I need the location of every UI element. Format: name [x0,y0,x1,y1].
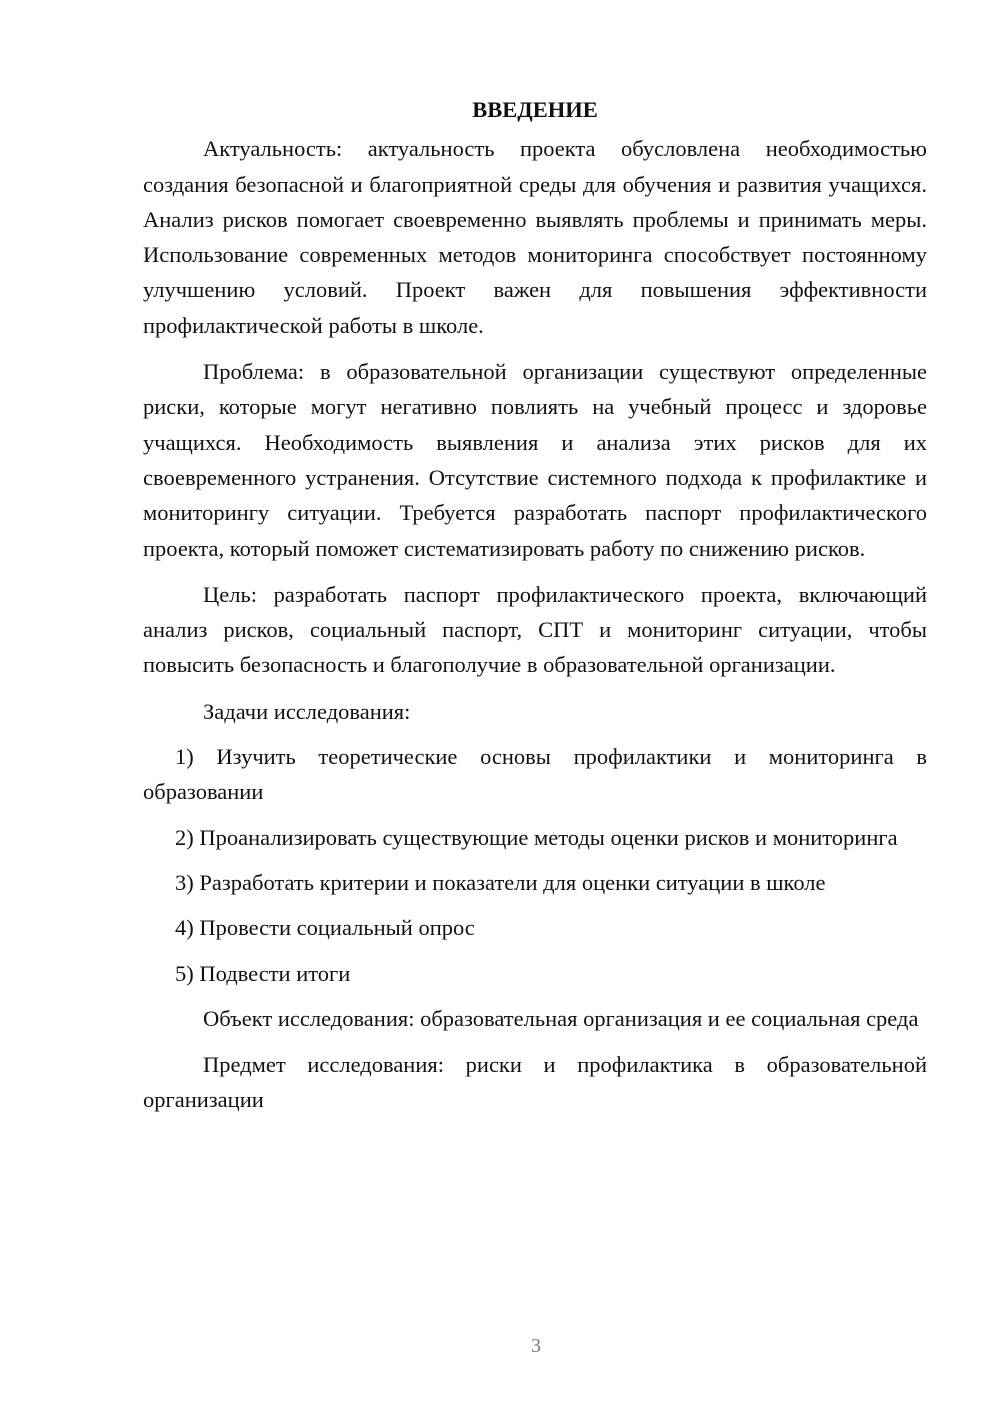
task-item-2: 2) Проанализировать существующие методы оценки рисков и мониторинга [175,824,898,850]
task-item-3: 3) Разработать критерии и показатели для оценки ситуации в школе [175,869,826,895]
task-item-5: 5) Подвести итоги [175,960,351,986]
object-paragraph: Объект исследования: образовательная организация и ее социальная среда [203,1005,919,1031]
page-number: 3 [531,1335,541,1357]
task-item-1: 1) Изучить теоретические основы профилактики и мониторинга в образовании [143,744,927,805]
goal-paragraph: Цель: разработать паспорт профилактического проекта, включающий анализ рисков, социальный паспорт, СПТ и мониторинг ситуации, чтобы повысить безопасность и благополучие в образовательной организации. [143,581,927,678]
section-title: ВВЕДЕНИЕ [472,97,598,122]
subject-paragraph: Предмет исследования: риски и профилактика в образовательной организации [143,1052,927,1113]
page-content [143,92,927,1129]
tasks-heading: Задачи исследования: [203,698,411,724]
problem-paragraph: Проблема: в образовательной организации существуют определенные риски, которые могут негативно повлиять на учебный процесс и здоровье учащихся. Необходимость выявления и анализа этих рисков для их своевременного устранения. Отсутствие системного подхода к профилактике и мониторингу ситуации. Требуется разработать паспорт профилактического проекта, который поможет систематизировать работу по снижению рисков. [143,359,927,561]
relevance-paragraph: Актуальность: актуальность проекта обусловлена необходимостью создания безопасной и благоприятной среды для обучения и развития учащихся. Анализ рисков помогает своевременно выявлять проблемы и принимать меры. Использование современных методов мониторинга способствует постоянному улучшению условий. Проект важен для повышения эффективности профилактической работы в школе. [143,136,927,338]
task-item-4: 4) Провести социальный опрос [175,915,475,941]
